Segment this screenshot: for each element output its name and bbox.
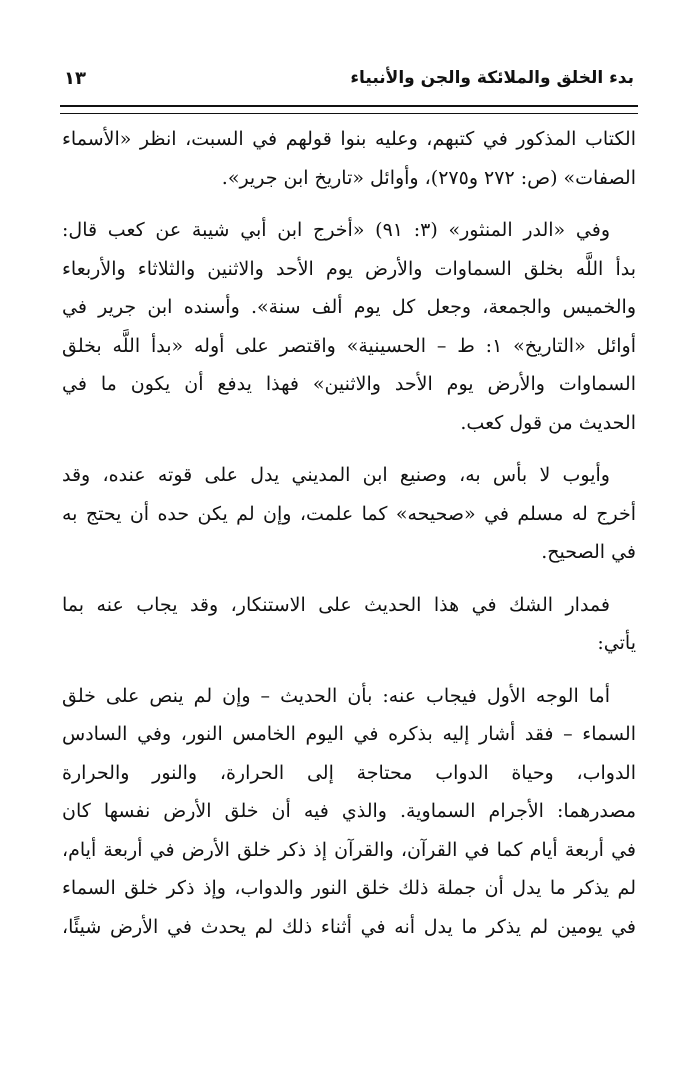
text-line: الكتاب المذكور في كتبهم، وعليه بنوا قولهم في السبت، انظر «الأسماء xyxy=(62,128,636,150)
paragraph-2 xyxy=(62,211,636,442)
paragraph-1 xyxy=(62,120,636,197)
text-line: الحديث من قول كعب. xyxy=(460,411,636,434)
header-rule xyxy=(60,105,638,114)
text-line: في يومين لم يذكر ما يدل أنه في أثناء ذلك لم يحدث في الأرض شيئًا، xyxy=(62,915,636,938)
text-line: والخميس والجمعة، وجعل كل يوم ألف سنة». وأسنده ابن جرير في xyxy=(62,296,636,318)
text-line: فمدار الشك في هذا الحديث على الاستنكار، وقد يجاب عنه بما xyxy=(62,593,610,616)
paragraph-4 xyxy=(62,586,636,663)
paragraph-5 xyxy=(62,677,636,947)
text-line: الصفات» (ص: ٢٧٢ و٢٧٥)، وأوائل «تاريخ ابن جرير». xyxy=(221,166,636,189)
text-line: في أربعة أيام كما في القرآن، والقرآن إذ ذكر خلق الأرض في أربعة أيام، xyxy=(62,838,636,861)
page-number: ١٣ xyxy=(64,68,86,89)
text-line: أما الوجه الأول فيجاب عنه: بأن الحديث – وإن لم ينص على خلق xyxy=(62,684,610,707)
text-line: وفي «الدر المنثور» (٣: ٩١) «أخرج ابن أبي شيبة عن كعب قال: xyxy=(62,219,610,241)
text-line: السماوات والأرض يوم الأحد والاثنين» فهذا يدفع أن يكون ما في xyxy=(62,373,636,395)
text-line: الدواب، وحياة الدواب محتاجة إلى الحرارة، والنور والحرارة xyxy=(62,761,636,784)
text-line: مصدرهما: الأجرام السماوية. والذي فيه أن خلق الأرض نفسها كان xyxy=(62,800,636,822)
text-line: السماء – فقد أشار إليه بذكره في اليوم الخامس النور، وفي السادس xyxy=(62,723,636,745)
paragraph-3 xyxy=(62,456,636,572)
text-line: بدأ اللَّه بخلق السماوات والأرض يوم الأحد والاثنين والثلاثاء والأربعاء xyxy=(62,257,636,280)
text-line: أوائل «التاريخ» ١: ط – الحسينية» واقتصر على أوله «بدأ اللَّه بخلق xyxy=(62,334,636,357)
text-line: يأتي: xyxy=(597,632,636,654)
text-line: أخرج له مسلم في «صحيحه» كما علمت، وإن لم يكن حده أن يحتج به xyxy=(62,502,636,525)
text-line: وأيوب لا بأس به، وصنيع ابن المديني يدل على قوته عنده، وقد xyxy=(62,464,610,486)
page-header xyxy=(60,64,638,100)
text-line: في الصحيح. xyxy=(541,541,636,563)
text-line: لم يذكر ما يدل أن جملة ذلك خلق النور والدواب، وإذ ذكر خلق السماء xyxy=(62,877,636,899)
body-text xyxy=(62,120,636,946)
running-title: بدء الخلق والملائكة والجن والأنبياء xyxy=(350,68,634,88)
